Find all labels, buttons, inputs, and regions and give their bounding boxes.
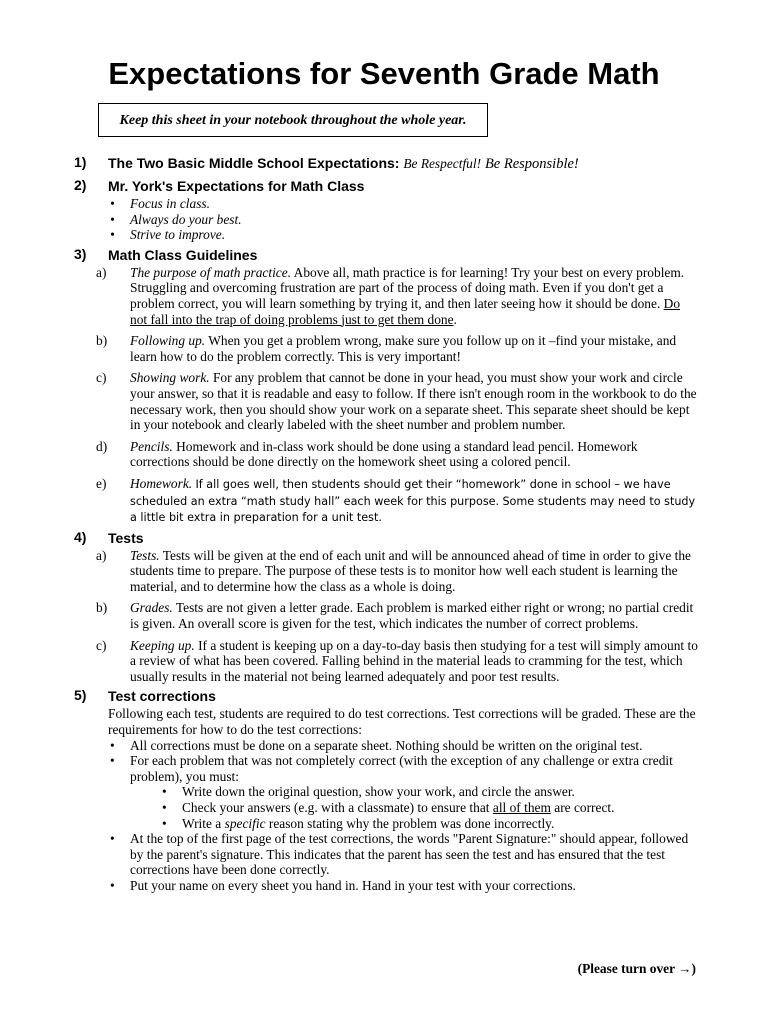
section-basic-expectations <box>74 154 700 174</box>
item-letter: d) <box>96 438 108 454</box>
expectations-list <box>108 196 700 243</box>
item-heading: Following up. <box>130 333 206 349</box>
item-text: Tests are not given a letter grade. Each problem is marked either right or wrong; no partial credit is given. An overall score is given for the test, which indicates the number of correct problems. <box>130 600 694 632</box>
section-heading: Test corrections <box>108 688 216 705</box>
item-heading: The purpose of math practice. <box>130 264 292 280</box>
motto-responsible: Be Responsible! <box>484 156 579 172</box>
list-item: • At the top of the first page of the test corrections, the words "Parent Signature:" should appear, followed by the parent's signature. This indicates that the parent has seen the test and has ensured that the test corrections have been done correctly. <box>108 831 700 878</box>
item-heading: Pencils. <box>130 438 173 454</box>
corrections-steps-list <box>130 784 700 831</box>
item-text: For any problem that cannot be done in your head, you must show your work and circle your answer, so that it is readable and easy to follow. If there isn't enough room in the workbook to do the necessary work, then you should show your work on a separate sheet. This separate sheet should be kept in your notebook and clearly labeled with the sheet number and problem number. <box>130 370 697 433</box>
guideline-math-practice <box>96 264 700 327</box>
list-item: • Focus in class. <box>108 196 700 212</box>
item-text: Homework and in-class work should be done using a standard lead pencil. Homework corrections should be done directly on the homework sheet using a colored pencil. <box>130 438 638 470</box>
list-item <box>160 816 700 832</box>
section-heading: Math Class Guidelines <box>108 246 258 263</box>
section-test-corrections <box>74 687 700 893</box>
item-heading: Tests. <box>130 547 160 563</box>
item-text: Tests will be given at the end of each unit and will be announced ahead of time in order to give the students time to prepare. The purpose of these tests is to monitor how well each student is learning the material, and to determine how the class as a whole is doing. <box>130 547 691 594</box>
guideline-showing-work <box>96 370 700 433</box>
item-text: If a student is keeping up on a day-to-day basis then studying for a test will simply amount to a review of what has been covered. Falling behind in the material leads to cramming for the test, which usually results in the material not being learned adequately and poor test results. <box>130 637 698 684</box>
list-item: • Write down the original question, show your work, and circle the answer. <box>160 784 700 800</box>
section-heading: Tests <box>108 529 144 546</box>
turn-over-note: (Please turn over →) <box>577 961 696 976</box>
section-teacher-expectations <box>74 177 700 243</box>
list-item-text: For each problem that was not completely correct (with the exception of any challenge or extra credit problem), you must: <box>130 753 673 784</box>
item-text: Above all, math practice is for learning! Try your best on every problem. Struggling and overcoming frustration are part of the process of doing math. Even if you don't get a problem correct, you will learn something by trying it, and then later seeing how it should be done. <box>130 264 685 311</box>
guideline-pencils <box>96 438 700 470</box>
list-item-text: Write a <box>182 815 222 831</box>
section-heading: Mr. York's Expectations for Math Class <box>108 178 365 194</box>
list-item <box>108 753 700 831</box>
list-item: • Strive to improve. <box>108 227 700 243</box>
section-heading <box>108 154 700 174</box>
list-item-text-end: reason stating why the problem was done incorrectly. <box>268 815 555 831</box>
item-letter: a) <box>96 264 107 280</box>
section-tests <box>74 529 700 685</box>
item-letter: c) <box>96 370 107 386</box>
item-text: When you get a problem wrong, make sure you follow up on it –find your mistake, and learn how to do the problem correctly. This is very important! <box>130 333 677 364</box>
item-heading: Keeping up. <box>130 637 195 653</box>
list-item: • Put your name on every sheet you hand in. Hand in your test with your corrections. <box>108 878 700 894</box>
item-letter: a) <box>96 547 107 563</box>
item-heading: Homework. <box>130 475 193 491</box>
emphasized-word: specific <box>224 815 266 831</box>
section-number: 3) <box>74 245 87 262</box>
tests-keeping-up <box>96 637 700 685</box>
section-heading-text: The Two Basic Middle School Expectations: <box>108 155 400 171</box>
corrections-intro: Following each test, students are required to do test corrections. Test corrections will be graded. These are the requirements for how to do the test corrections: <box>108 706 696 738</box>
item-text-end: . <box>453 311 457 327</box>
item-letter: b) <box>96 600 108 616</box>
item-letter: b) <box>96 333 108 349</box>
section-class-guidelines <box>74 246 700 526</box>
tests-schedule <box>96 547 700 595</box>
section-number: 2) <box>74 177 87 193</box>
underlined-phrase: all of them <box>492 800 551 815</box>
guideline-homework <box>96 475 700 526</box>
list-item-text: Check your answers (e.g. with a classmate) to ensure that <box>182 800 490 815</box>
corrections-requirements-list <box>108 738 700 894</box>
item-heading: Grades. <box>130 600 173 616</box>
item-text: If all goes well, then students should get their “homework” done in school – we have scheduled an extra “math study hall” each week for this purpose. <box>130 477 671 508</box>
item-letter: c) <box>96 637 107 653</box>
section-number: 5) <box>74 687 87 704</box>
item-heading: Showing work. <box>130 370 210 386</box>
list-item <box>160 800 700 816</box>
document-body <box>74 154 700 894</box>
list-item: • All corrections must be done on a separate sheet. Nothing should be written on the original test. <box>108 738 700 754</box>
item-letter: e) <box>96 475 107 491</box>
section-number: 4) <box>74 528 87 545</box>
notebook-reminder-box: Keep this sheet in your notebook throughout the whole year. <box>98 103 488 137</box>
underlined-warning: Do not fall into the trap of doing problems just to get them done <box>130 295 681 327</box>
section-number: 1) <box>74 154 87 170</box>
item-text-continued: Some students may need to study a little bit extra in preparation for a unit test. <box>130 494 696 525</box>
motto-respectful: Be Respectful! <box>403 156 482 171</box>
guideline-following-up <box>96 333 700 364</box>
tests-grades <box>96 600 700 632</box>
list-item-text-end: are correct. <box>554 800 615 815</box>
page-title: Expectations for Seventh Grade Math <box>108 56 660 91</box>
list-item: • Always do your best. <box>108 212 700 228</box>
